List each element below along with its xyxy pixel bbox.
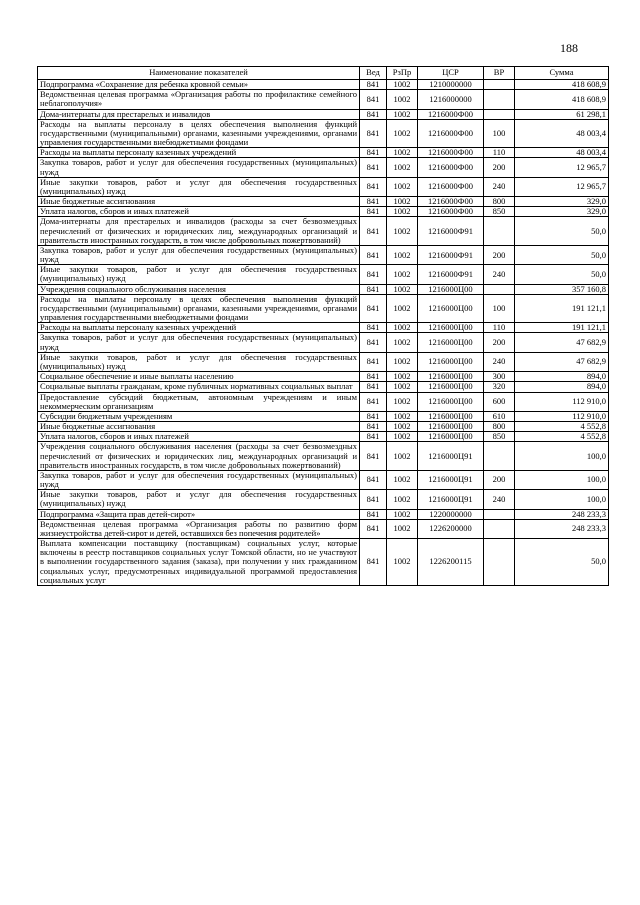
row-vr: 240: [484, 490, 515, 509]
row-ved: 841: [360, 382, 387, 392]
row-vr: 200: [484, 245, 515, 264]
table-row: [38, 352, 609, 371]
row-sum: 50,0: [515, 217, 609, 246]
row-csr: 1216000Ф00: [418, 148, 484, 158]
row-ved: 841: [360, 158, 387, 177]
row-name: Предоставление субсидий бюджетным, автономным учреждениям и иным некоммерческим организациям: [38, 392, 360, 411]
row-csr: 1216000Ц00: [418, 411, 484, 421]
row-ved: 841: [360, 432, 387, 442]
row-sum: 4 552,8: [515, 422, 609, 432]
row-rzpr: 1002: [387, 119, 418, 148]
row-csr: 1216000Ф91: [418, 265, 484, 284]
row-ved: 841: [360, 197, 387, 207]
header-sum: Сумма: [515, 67, 609, 80]
row-ved: 841: [360, 80, 387, 90]
row-ved: 841: [360, 490, 387, 509]
row-csr: 1216000000: [418, 90, 484, 109]
table-row: [38, 333, 609, 352]
row-vr: 240: [484, 265, 515, 284]
row-rzpr: 1002: [387, 207, 418, 217]
row-vr: [484, 519, 515, 538]
row-ved: 841: [360, 372, 387, 382]
row-rzpr: 1002: [387, 245, 418, 264]
row-csr: 1226200000: [418, 519, 484, 538]
row-name: Иные закупки товаров, работ и услуг для обеспечения государственных (муниципальных) нужд: [38, 352, 360, 371]
row-rzpr: 1002: [387, 265, 418, 284]
row-name: Иные бюджетные ассигнования: [38, 197, 360, 207]
table-row: [38, 245, 609, 264]
table-row: [38, 382, 609, 392]
row-rzpr: 1002: [387, 519, 418, 538]
table-row: [38, 422, 609, 432]
row-sum: 100,0: [515, 442, 609, 471]
row-sum: 50,0: [515, 245, 609, 264]
row-rzpr: 1002: [387, 432, 418, 442]
row-sum: 50,0: [515, 265, 609, 284]
row-vr: [484, 284, 515, 294]
row-sum: 418 608,9: [515, 80, 609, 90]
row-ved: 841: [360, 294, 387, 323]
row-csr: 1216000Ц00: [418, 392, 484, 411]
row-name: Расходы на выплаты персоналу казенных учреждений: [38, 323, 360, 333]
row-rzpr: 1002: [387, 392, 418, 411]
table-row: [38, 539, 609, 586]
row-csr: 1226200115: [418, 539, 484, 586]
row-name: Иные закупки товаров, работ и услуг для обеспечения государственных (муниципальных) нужд: [38, 490, 360, 509]
row-sum: 112 910,0: [515, 392, 609, 411]
row-sum: 894,0: [515, 372, 609, 382]
row-csr: 1216000Ц91: [418, 490, 484, 509]
row-name: Выплата компенсации поставщику (поставщикам) социальных услуг, которые включены в реестр поставщиков социальных услуг Томской области, но не участвуют в выполнении государственного задания (заказа), при получении у них гражданином социальных услуг, предусмотренных индивидуальной программой предоставления социальных услуг: [38, 539, 360, 586]
row-sum: 50,0: [515, 539, 609, 586]
header-name: Наименование показателей: [38, 67, 360, 80]
row-rzpr: 1002: [387, 422, 418, 432]
row-vr: 600: [484, 392, 515, 411]
row-rzpr: 1002: [387, 323, 418, 333]
row-ved: 841: [360, 265, 387, 284]
table-row: [38, 392, 609, 411]
row-sum: 48 003,4: [515, 148, 609, 158]
row-name: Закупка товаров, работ и услуг для обеспечения государственных (муниципальных) нужд: [38, 245, 360, 264]
row-csr: 1216000Ф91: [418, 217, 484, 246]
row-rzpr: 1002: [387, 352, 418, 371]
row-vr: 850: [484, 432, 515, 442]
row-vr: 200: [484, 333, 515, 352]
row-name: Расходы на выплаты персоналу казенных учреждений: [38, 148, 360, 158]
row-rzpr: 1002: [387, 284, 418, 294]
row-vr: [484, 217, 515, 246]
row-vr: 610: [484, 411, 515, 421]
row-rzpr: 1002: [387, 177, 418, 196]
table-row: [38, 207, 609, 217]
row-vr: 200: [484, 470, 515, 489]
row-csr: 1216000Ц00: [418, 422, 484, 432]
row-name: Иные бюджетные ассигнования: [38, 422, 360, 432]
row-vr: 240: [484, 177, 515, 196]
row-sum: 47 682,9: [515, 333, 609, 352]
row-csr: 1220000000: [418, 509, 484, 519]
row-rzpr: 1002: [387, 80, 418, 90]
row-csr: 1216000Ф00: [418, 109, 484, 119]
header-csr: ЦСР: [418, 67, 484, 80]
row-rzpr: 1002: [387, 539, 418, 586]
row-sum: 191 121,1: [515, 323, 609, 333]
row-rzpr: 1002: [387, 442, 418, 471]
row-csr: 1216000Ц00: [418, 432, 484, 442]
table-row: [38, 90, 609, 109]
row-name: Социальное обеспечение и иные выплаты населению: [38, 372, 360, 382]
row-ved: 841: [360, 519, 387, 538]
row-csr: 1216000Ц00: [418, 372, 484, 382]
row-name: Закупка товаров, работ и услуг для обеспечения государственных (муниципальных) нужд: [38, 333, 360, 352]
table-row: [38, 470, 609, 489]
row-name: Расходы на выплаты персоналу в целях обеспечения выполнения функций государственными (муниципальными) органами, казенными учреждениями, органами управления государственными внебюджетными фондами: [38, 119, 360, 148]
row-rzpr: 1002: [387, 509, 418, 519]
row-name: Субсидии бюджетным учреждениям: [38, 411, 360, 421]
row-rzpr: 1002: [387, 333, 418, 352]
row-csr: 1216000Ф00: [418, 119, 484, 148]
row-vr: 200: [484, 158, 515, 177]
row-ved: 841: [360, 509, 387, 519]
row-csr: 1216000Ц91: [418, 470, 484, 489]
row-vr: 800: [484, 197, 515, 207]
row-vr: 110: [484, 323, 515, 333]
row-rzpr: 1002: [387, 158, 418, 177]
row-ved: 841: [360, 284, 387, 294]
row-ved: 841: [360, 539, 387, 586]
row-sum: 329,0: [515, 207, 609, 217]
table-row: [38, 509, 609, 519]
row-rzpr: 1002: [387, 382, 418, 392]
table-row: [38, 323, 609, 333]
row-vr: [484, 539, 515, 586]
budget-table: [37, 66, 609, 586]
row-sum: 418 608,9: [515, 90, 609, 109]
row-vr: 850: [484, 207, 515, 217]
row-ved: 841: [360, 442, 387, 471]
row-vr: 110: [484, 148, 515, 158]
row-rzpr: 1002: [387, 109, 418, 119]
row-ved: 841: [360, 392, 387, 411]
row-name: Подпрограмма «Защита прав детей-сирот»: [38, 509, 360, 519]
row-ved: 841: [360, 217, 387, 246]
row-ved: 841: [360, 109, 387, 119]
row-sum: 100,0: [515, 470, 609, 489]
row-rzpr: 1002: [387, 470, 418, 489]
row-name: Ведомственная целевая программа «Организация работы по профилактике семейного неблагополучия»: [38, 90, 360, 109]
row-name: Расходы на выплаты персоналу в целях обеспечения выполнения функций государственными (муниципальными) органами, казенными учреждениями, органами управления государственными внебюджетными фондами: [38, 294, 360, 323]
row-sum: 357 160,8: [515, 284, 609, 294]
row-sum: 191 121,1: [515, 294, 609, 323]
row-name: Учреждения социального обслуживания населения (расходы за счет безвозмездных перечислений от физических и юридических лиц, международных организаций и правительств иностранных государств, в том числе добровольных пожертвований): [38, 442, 360, 471]
row-csr: 1216000Ф00: [418, 177, 484, 196]
row-name: Дома-интернаты для престарелых и инвалидов: [38, 109, 360, 119]
row-name: Уплата налогов, сборов и иных платежей: [38, 207, 360, 217]
header-ved: Вед: [360, 67, 387, 80]
row-sum: 329,0: [515, 197, 609, 207]
row-name: Иные закупки товаров, работ и услуг для обеспечения государственных (муниципальных) нужд: [38, 265, 360, 284]
row-ved: 841: [360, 333, 387, 352]
table-row: [38, 294, 609, 323]
row-rzpr: 1002: [387, 197, 418, 207]
row-ved: 841: [360, 352, 387, 371]
row-rzpr: 1002: [387, 90, 418, 109]
row-rzpr: 1002: [387, 490, 418, 509]
row-ved: 841: [360, 119, 387, 148]
row-ved: 841: [360, 422, 387, 432]
row-ved: 841: [360, 177, 387, 196]
row-sum: 112 910,0: [515, 411, 609, 421]
row-csr: 1216000Ц00: [418, 323, 484, 333]
row-ved: 841: [360, 323, 387, 333]
table-header-row: [38, 67, 609, 80]
row-ved: 841: [360, 470, 387, 489]
row-csr: 1216000Ф00: [418, 158, 484, 177]
row-csr: 1210000000: [418, 80, 484, 90]
row-vr: 800: [484, 422, 515, 432]
table-row: [38, 177, 609, 196]
table-row: [38, 119, 609, 148]
table-row: [38, 519, 609, 538]
table-row: [38, 217, 609, 246]
table-row: [38, 490, 609, 509]
row-ved: 841: [360, 90, 387, 109]
row-sum: 12 965,7: [515, 177, 609, 196]
header-rzpr: РзПр: [387, 67, 418, 80]
row-csr: 1216000Ц00: [418, 352, 484, 371]
row-name: Закупка товаров, работ и услуг для обеспечения государственных (муниципальных) нужд: [38, 158, 360, 177]
row-rzpr: 1002: [387, 411, 418, 421]
row-csr: 1216000Ф00: [418, 207, 484, 217]
table-row: [38, 80, 609, 90]
table-row: [38, 148, 609, 158]
table-row: [38, 265, 609, 284]
row-vr: [484, 109, 515, 119]
row-rzpr: 1002: [387, 372, 418, 382]
row-vr: [484, 80, 515, 90]
row-name: Ведомственная целевая программа «Организация работы по развитию форм жизнеустройства детей-сирот и детей, оставшихся без попечения родителей»: [38, 519, 360, 538]
table-row: [38, 442, 609, 471]
row-sum: 61 298,1: [515, 109, 609, 119]
row-sum: 4 552,8: [515, 432, 609, 442]
table-row: [38, 197, 609, 207]
row-vr: 300: [484, 372, 515, 382]
table-row: [38, 432, 609, 442]
row-csr: 1216000Ц00: [418, 333, 484, 352]
row-vr: [484, 442, 515, 471]
row-name: Закупка товаров, работ и услуг для обеспечения государственных (муниципальных) нужд: [38, 470, 360, 489]
row-vr: [484, 90, 515, 109]
table-row: [38, 158, 609, 177]
page-number: 188: [560, 41, 578, 55]
row-csr: 1216000Ц00: [418, 294, 484, 323]
table-row: [38, 411, 609, 421]
row-csr: 1216000Ф91: [418, 245, 484, 264]
row-csr: 1216000Ф00: [418, 197, 484, 207]
row-sum: 47 682,9: [515, 352, 609, 371]
row-csr: 1216000Ц00: [418, 284, 484, 294]
row-name: Социальные выплаты гражданам, кроме публичных нормативных социальных выплат: [38, 382, 360, 392]
row-name: Подпрограмма «Сохранение для ребенка кровной семьи»: [38, 80, 360, 90]
row-sum: 248 233,3: [515, 509, 609, 519]
row-rzpr: 1002: [387, 217, 418, 246]
row-sum: 12 965,7: [515, 158, 609, 177]
row-ved: 841: [360, 411, 387, 421]
row-vr: 100: [484, 119, 515, 148]
row-sum: 100,0: [515, 490, 609, 509]
table-row: [38, 284, 609, 294]
row-sum: 894,0: [515, 382, 609, 392]
row-vr: [484, 509, 515, 519]
row-sum: 48 003,4: [515, 119, 609, 148]
row-csr: 1216000Ц91: [418, 442, 484, 471]
row-rzpr: 1002: [387, 148, 418, 158]
row-vr: 100: [484, 294, 515, 323]
row-csr: 1216000Ц00: [418, 382, 484, 392]
row-vr: 320: [484, 382, 515, 392]
row-rzpr: 1002: [387, 294, 418, 323]
header-vr: ВР: [484, 67, 515, 80]
row-ved: 841: [360, 148, 387, 158]
row-name: Иные закупки товаров, работ и услуг для обеспечения государственных (муниципальных) нужд: [38, 177, 360, 196]
table-row: [38, 372, 609, 382]
row-ved: 841: [360, 207, 387, 217]
row-vr: 240: [484, 352, 515, 371]
row-name: Учреждения социального обслуживания населения: [38, 284, 360, 294]
row-name: Уплата налогов, сборов и иных платежей: [38, 432, 360, 442]
row-ved: 841: [360, 245, 387, 264]
row-name: Дома-интернаты для престарелых и инвалидов (расходы за счет безвозмездных перечислений от физических и юридических лиц, международных организаций и правительств иностранных государств, в том числе добровольных пожертвований): [38, 217, 360, 246]
table-row: [38, 109, 609, 119]
row-sum: 248 233,3: [515, 519, 609, 538]
